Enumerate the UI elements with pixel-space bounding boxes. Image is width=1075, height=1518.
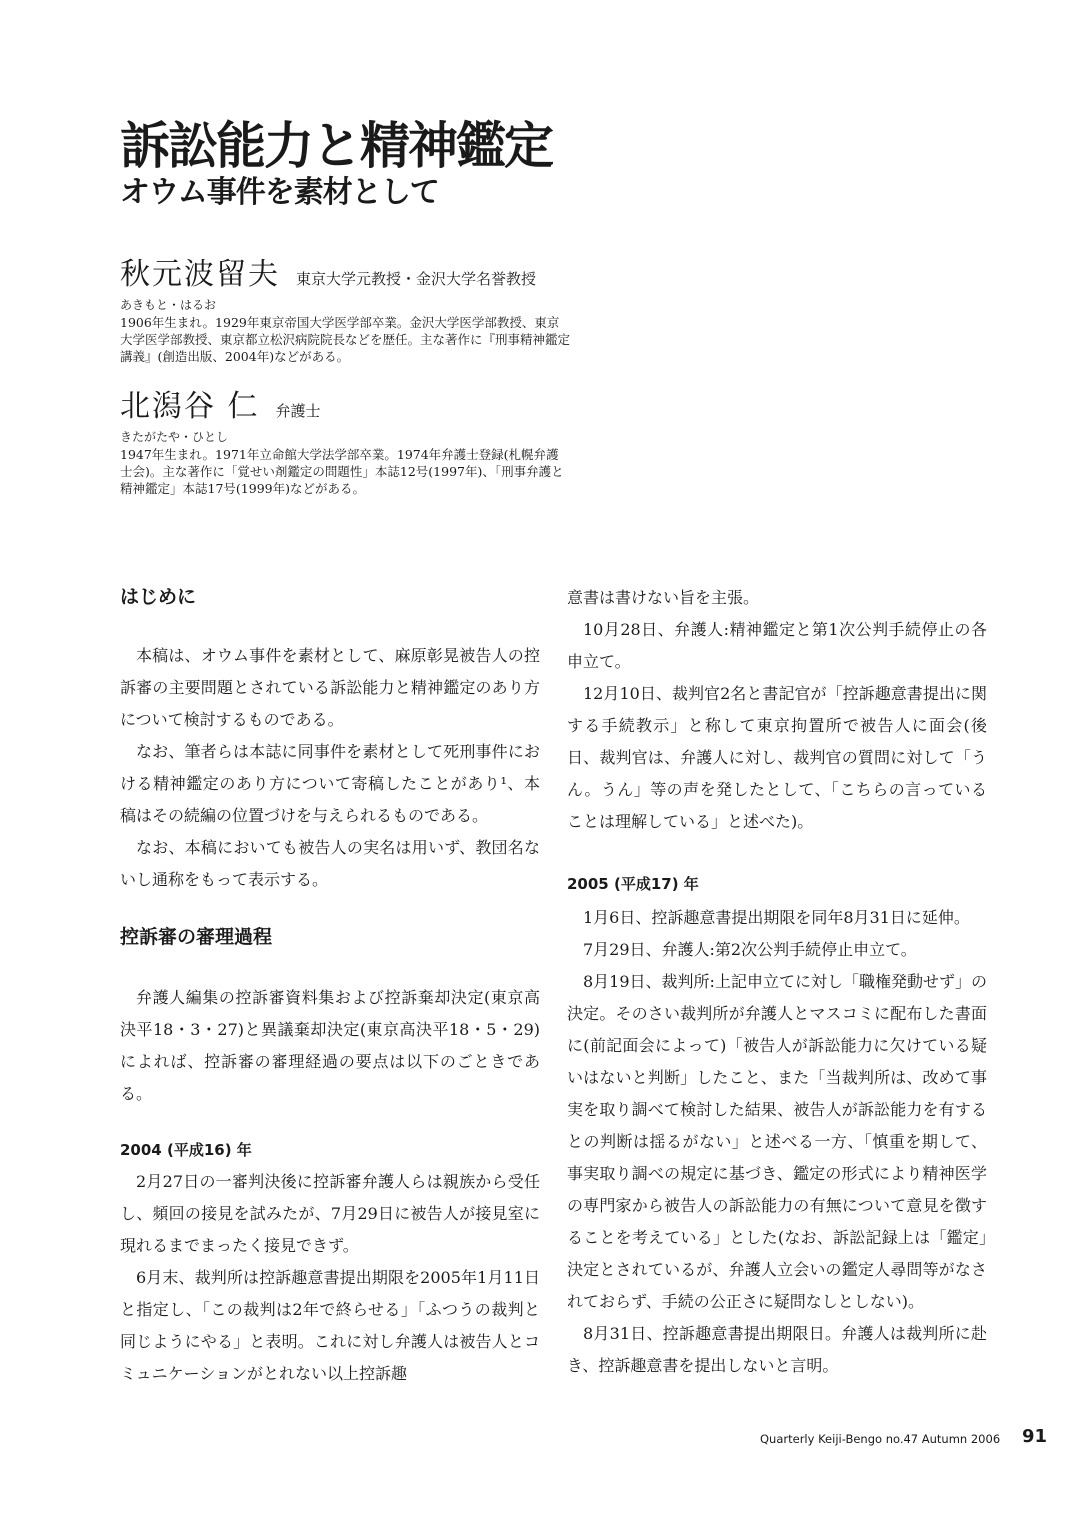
author-name: 北潟谷 仁 <box>120 389 260 424</box>
body-paragraph: 6月末、裁判所は控訴趣意書提出期限を2005年1月11日と指定し、「この裁判は2年で終らせる」「ふつうの裁判と同じようにやる」と表明。これに対し弁護人は被告人とコミュニケーションがとれない以上控訴趣 <box>120 1268 540 1383</box>
body-paragraph: 8月19日、裁判所:上記申立てに対し「職権発動せず」の決定。そのさい裁判所が弁護人とマスコミに配布した書面に(前記面会によって)「被告人が訴訟能力に欠けている疑いはないと判断」したこと、また「当裁判所は、改めて事実を取り調べて検討した結果、被告人が訴訟能力を有するとの判断は揺るがない」と述べる一方、「慎重を期して、事実取り調べの規定に基づき、鑑定の形式により精神医学の専門家から被告人の訴訟能力の有無について意見を徴することを考えている」とした(なお、訴訟記録上は「鑑定」決定とされているが、弁護人立会いの鑑定人尋問等がなされておらず、手続の公正さに疑問なしとしない)。 <box>567 972 987 1311</box>
author-reading: きたがたや・ひとし <box>120 430 229 444</box>
year-heading-2005: 2005 (平成17) 年 <box>567 875 699 893</box>
body-paragraph: 12月10日、裁判官2名と書記官が「控訴趣意書提出に関する手続教示」と称して東京拘置所で被告人に面会(後日、裁判官は、弁護人に対し、裁判官の質問に対して「うん。うん」等の声を発したとして、「こちらの言っていることは理解している」と述べた)。 <box>567 684 987 831</box>
author-bio: 1906年生まれ。1929年東京帝国大学医学部卒業。金沢大学医学部教授、東京大学医学部教授、東京都立松沢病院院長などを歴任。主な著作に『刑事精神鑑定講義』(創造出版、2004年)などがある。 <box>120 315 571 364</box>
author-affiliation: 東京大学元教授・金沢大学名誉教授 <box>296 270 537 288</box>
body-paragraph: 7月29日、弁護人:第2次公判手続停止申立て。 <box>583 940 917 959</box>
author-bio: 1947年生まれ。1971年立命館大学法学部卒業。1974年弁護士登録(札幌弁護士会)。主な著作に「覚せい剤鑑定の問題性」本誌12号(1997年)、「刑事弁護と精神鑑定」本誌17号(1999年)などがある。 <box>120 447 564 496</box>
author-name: 秋元波留夫 <box>120 257 280 292</box>
section-heading-intro: はじめに <box>120 586 197 608</box>
article-title: 訴訟能力と精神鑑定 <box>120 117 552 175</box>
author-header <box>120 388 570 426</box>
body-paragraph: 弁護人編集の控訴審資料集および控訴棄却決定(東京高決平18・3・27)と異議棄却決定(東京高決平18・5・29)によれば、控訴審の審理経過の要点は以下のごときである。 <box>120 988 540 1103</box>
body-paragraph: なお、筆者らは本誌に同事件を素材として死刑事件における精神鑑定のあり方について寄稿したことがあり¹、本稿はその続編の位置づけを与えられるものである。 <box>120 742 540 825</box>
author-block <box>120 388 570 497</box>
author-block <box>120 256 570 365</box>
page-number: 91 <box>1022 1426 1048 1447</box>
body-paragraph: 1月6日、控訴趣意書提出期限を同年8月31日に延伸。 <box>583 908 970 927</box>
article-subtitle: オウム事件を素材として <box>120 175 439 210</box>
body-paragraph: 8月31日、控訴趣意書提出期限日。弁護人は裁判所に赴き、控訴趣意書を提出しないと言明。 <box>567 1324 987 1375</box>
body-column-left <box>120 582 540 1390</box>
body-paragraph: 本稿は、オウム事件を素材として、麻原彰晃被告人の控訴審の主要問題とされている訴訟能力と精神鑑定のあり方について検討するものである。 <box>120 646 540 729</box>
author-header <box>120 256 570 294</box>
body-column-right <box>567 582 987 1382</box>
body-paragraph: なお、本稿においても被告人の実名は用いず、教団名ないし通称をもって表示する。 <box>120 838 540 889</box>
body-paragraph-continued: 意書は書けない旨を主張。 <box>567 588 760 607</box>
author-reading: あきもと・はるお <box>120 298 217 312</box>
body-paragraph: 2月27日の一審判決後に控訴審弁護人らは親族から受任し、頻回の接見を試みたが、7月29日に被告人が接見室に現れるまでまったく接見できず。 <box>120 1172 540 1255</box>
author-affiliation: 弁護士 <box>275 402 321 420</box>
section-heading-process: 控訴審の審理過程 <box>120 926 273 948</box>
footer-journal: Quarterly Keiji-Bengo no.47 Autumn 2006 <box>760 1432 1001 1446</box>
body-paragraph: 10月28日、弁護人:精神鑑定と第1次公判手続停止の各申立て。 <box>567 620 987 671</box>
year-heading-2004: 2004 (平成16) 年 <box>120 1141 252 1159</box>
